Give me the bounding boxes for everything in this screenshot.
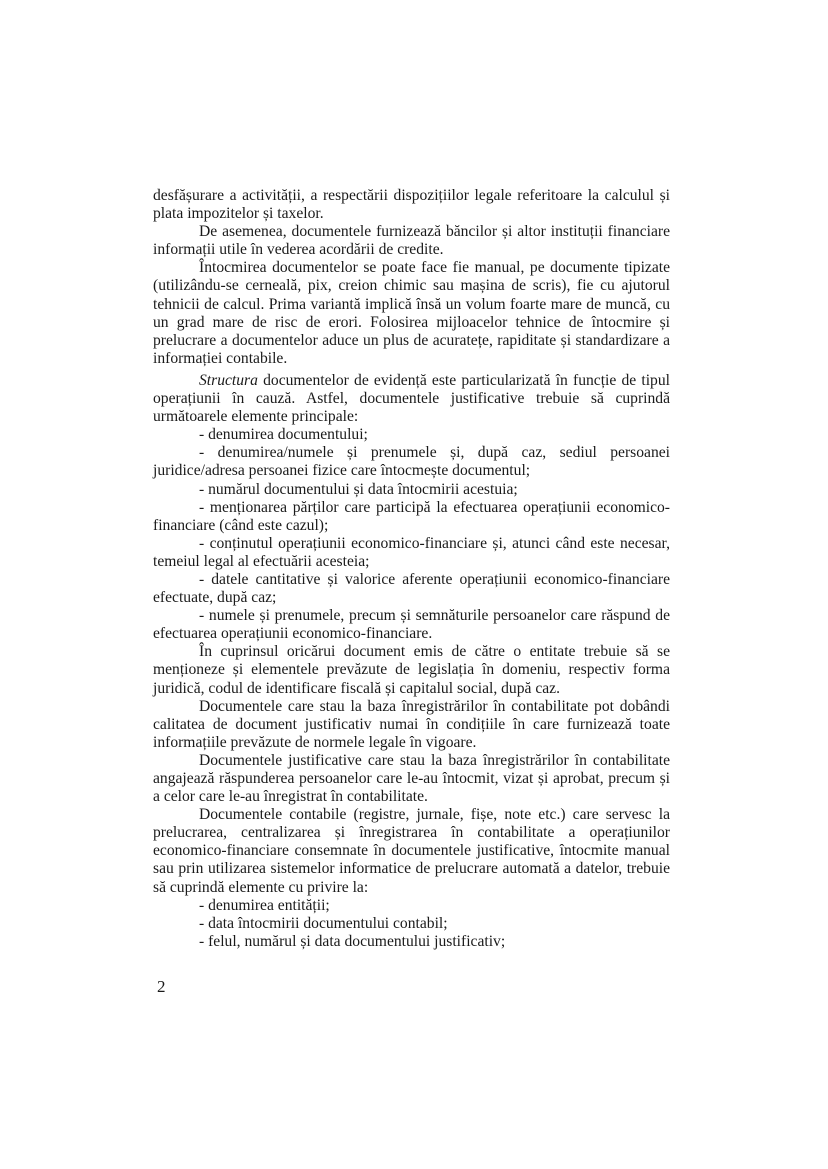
paragraph-text: documentelor de evidență este particularizată în funcție de tipul operațiunii în cauză. Astfel, documentele justificative trebuie să cuprindă următoarele elemente principale: [153,371,670,426]
list-item: - denumirea entității; [199,896,330,914]
list-item: - denumirea documentului; [199,426,368,444]
paragraph: Documentele justificative care stau la baza înregistrărilor în contabilitate angajează răspunderea persoanelor care le-au întocmit, vizat și aprobat, precum și a celor care le-au înregistrat în contabilitate. [153,751,670,806]
list-item: - conținutul operațiunii economico-financiare și, atunci când este necesar, temeiul legal al efectuării acesteia; [153,534,670,570]
page-number: 2 [157,977,166,996]
document-page-body [153,187,670,951]
list-item: - datele cantitative și valorice aferente operațiunii economico-financiare efectuate, după caz; [153,570,670,607]
paragraph-continued: desfășurare a activității, a respectării dispozițiilor legale referitoare la calculul și plata impozitelor și taxelor. [153,187,670,223]
list-item: - numărul documentului și data întocmirii acestuia; [199,480,518,498]
list-item: - felul, numărul și data documentului justificativ; [199,932,506,950]
paragraph: De asemenea, documentele furnizează băncilor și altor instituții financiare informații utile în vederea acordării de credite. [153,223,670,259]
italic-term: Structura [199,371,258,389]
paragraph: În cuprinsul oricărui document emis de către o entitate trebuie să se menționeze și elementele prevăzute de legislația în domeniu, respectiv forma juridică, codul de identificare fiscală și capitalul social, după caz. [153,643,670,697]
list-item: - numele și prenumele, precum și semnăturile persoanelor care răspund de efectuarea operațiunii economico-financiare. [153,607,670,643]
paragraph: Întocmirea documentelor se poate face fie manual, pe documente tipizate (utilizându-se cerneală, pix, creion chimic sau mașina de scris), fie cu ajutorul tehnicii de calcul. Prima variantă implică însă un volum foarte mare de muncă, cu un grad mare de risc de erori. Folosirea mijloacelor tehnice de întocmire și prelucrare a documentelor aduce un plus de acuratețe, rapiditate și standardizare a informației contabile. [153,259,670,367]
paragraph-structura [153,372,670,426]
list-item: - data întocmirii documentului contabil; [199,914,448,932]
paragraph: Documentele care stau la baza înregistrărilor în contabilitate pot dobândi calitatea de document justificativ numai în condițiile în care furnizează toate informațiile prevăzute de normele legale în vigoare. [153,697,670,751]
paragraph: Documentele contabile (registre, jurnale, fișe, note etc.) care servesc la prelucrarea, centralizarea și înregistrarea în contabilitate a operațiunilor economico-financiare consemnate în documentele justificative, întocmite manual sau prin utilizarea sistemelor informatice de prelucrare automată a datelor, trebuie să cuprindă elemente cu privire la: [153,806,670,896]
list-item: - denumirea/numele și prenumele și, după caz, sediul persoanei juridice/adresa persoanei fizice care întocmește documentul; [153,444,670,480]
list-item: - menționarea părților care participă la efectuarea operațiunii economico-financiare (când este cazul); [153,498,670,534]
